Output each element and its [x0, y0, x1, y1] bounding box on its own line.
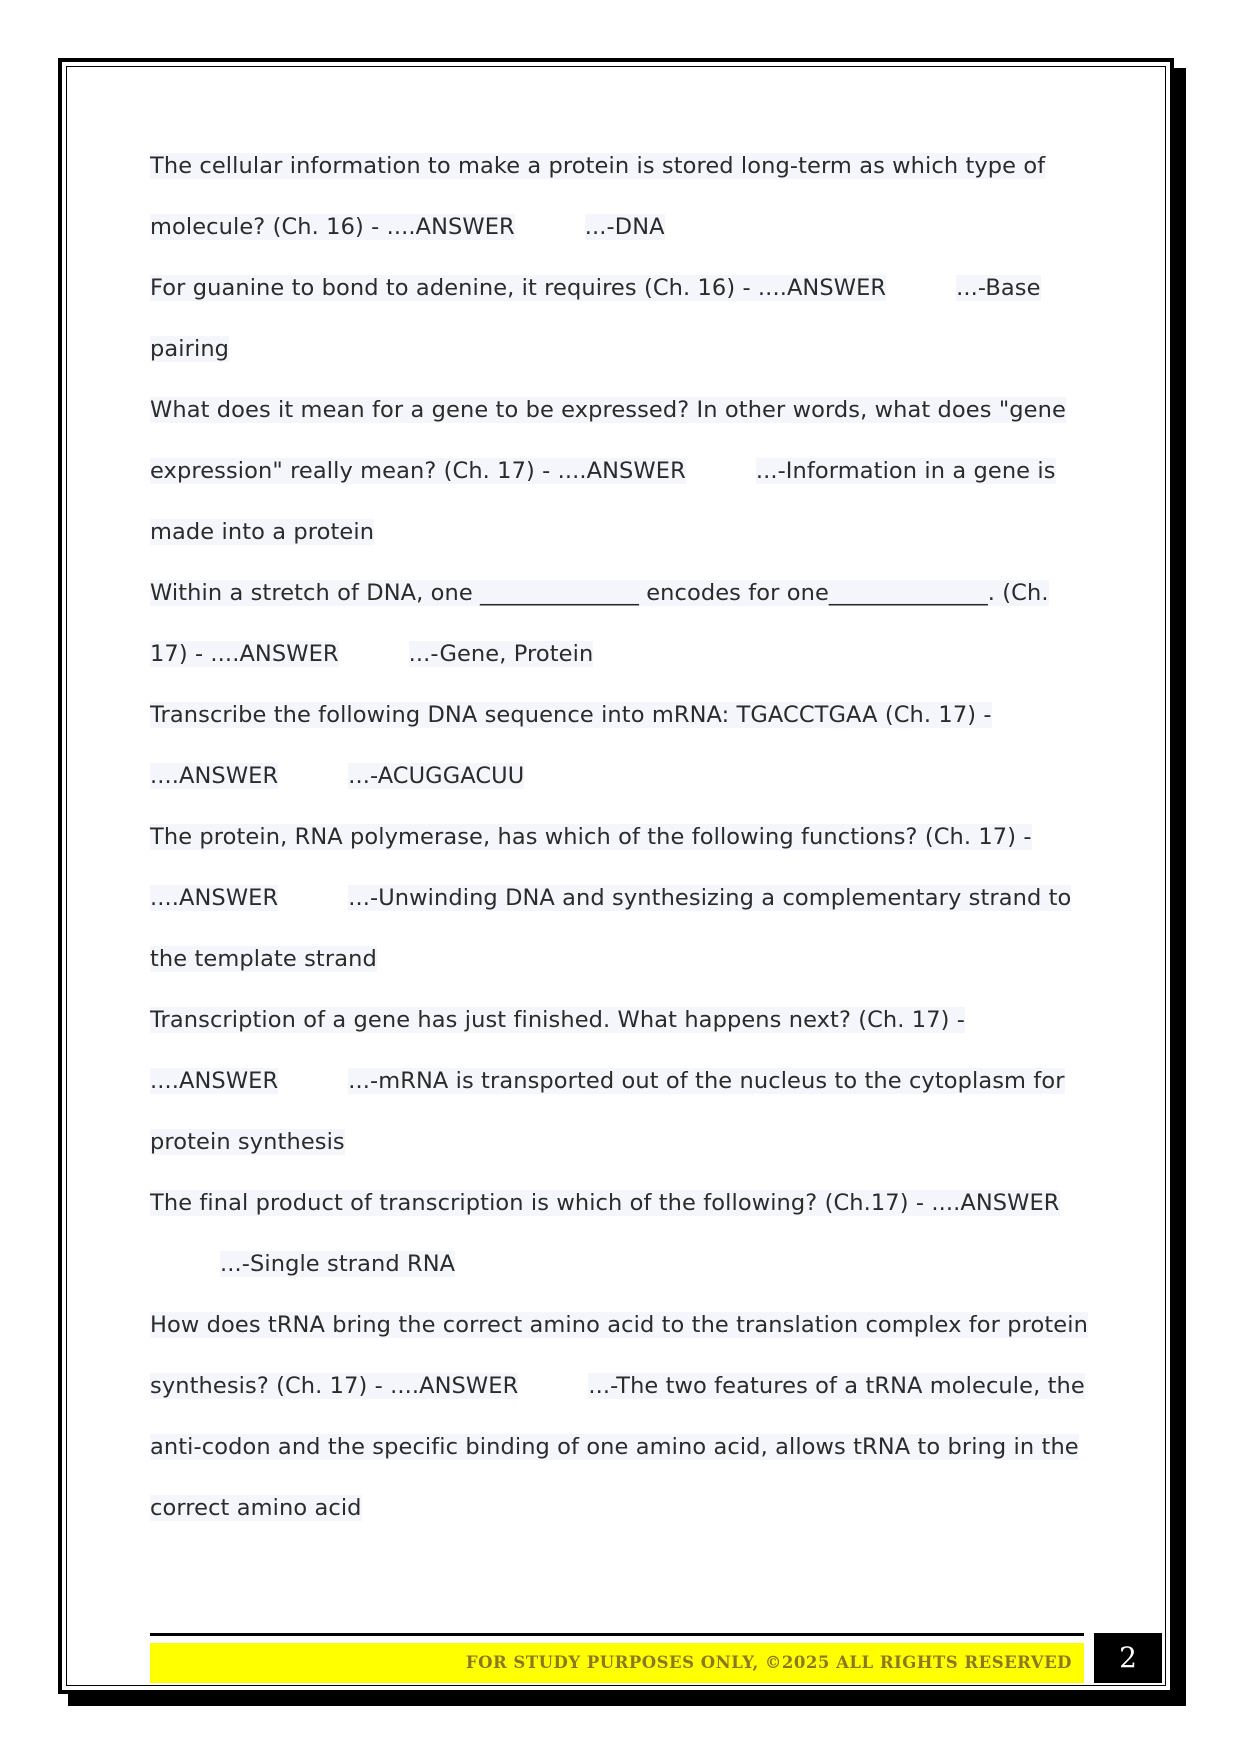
footer-rule — [150, 1633, 1084, 1636]
question-text: The final product of transcription is which of the following? (Ch.17) - ....ANSWER — [150, 1190, 1060, 1216]
qa-list — [150, 136, 1090, 1539]
answer-text: ...-Unwinding DNA and synthesizing a complementary strand to the template strand — [150, 885, 1072, 972]
qa-item — [150, 258, 1090, 380]
answer-text: ...-DNA — [584, 214, 665, 240]
page-number: 2 — [1094, 1633, 1162, 1683]
footer-band — [150, 1643, 1084, 1683]
answer-text: ...-Base pairing — [150, 275, 1041, 362]
answer-text: ...-mRNA is transported out of the nucleus to the cytoplasm for protein synthesis — [150, 1068, 1065, 1155]
question-text: Within a stretch of DNA, one ______________ encodes for one______________. (Ch. 17) - ....ANSWER — [150, 580, 1049, 667]
qa-item — [150, 380, 1090, 563]
answer-text: ...-ACUGGACUU — [348, 763, 525, 789]
qa-item — [150, 807, 1090, 990]
question-text: For guanine to bond to adenine, it requires (Ch. 16) - ....ANSWER — [150, 275, 887, 301]
qa-item — [150, 1295, 1090, 1539]
answer-text: ...-Gene, Protein — [408, 641, 594, 667]
question-text: How does tRNA bring the correct amino acid to the translation complex for protein synthesis? (Ch. 17) - ....ANSWER — [150, 1312, 1088, 1399]
question-text: What does it mean for a gene to be expressed? In other words, what does "gene expression" really mean? (Ch. 17) - ....ANSWER — [150, 397, 1066, 484]
answer-text: ...-Single strand RNA — [220, 1251, 456, 1277]
footer-notice: FOR STUDY PURPOSES ONLY, ©2025 ALL RIGHTS RESERVED — [465, 1653, 1072, 1672]
qa-item — [150, 136, 1090, 258]
question-text: The cellular information to make a protein is stored long-term as which type of molecule? (Ch. 16) - ....ANSWER — [150, 153, 1046, 240]
qa-item — [150, 990, 1090, 1173]
question-text: Transcribe the following DNA sequence into mRNA: TGACCTGAA (Ch. 17) - ....ANSWER — [150, 702, 992, 789]
question-text: The protein, RNA polymerase, has which of the following functions? (Ch. 17) - ....ANSWER — [150, 824, 1032, 911]
answer-text: ...-The two features of a tRNA molecule, the anti-codon and the specific binding of one amino acid, allows tRNA to bring in the correct amino acid — [150, 1373, 1085, 1521]
qa-item — [150, 563, 1090, 685]
qa-item — [150, 685, 1090, 807]
question-text: Transcription of a gene has just finished. What happens next? (Ch. 17) - ....ANSWER — [150, 1007, 965, 1094]
qa-item — [150, 1173, 1090, 1295]
answer-text: ...-Information in a gene is made into a protein — [150, 458, 1056, 545]
